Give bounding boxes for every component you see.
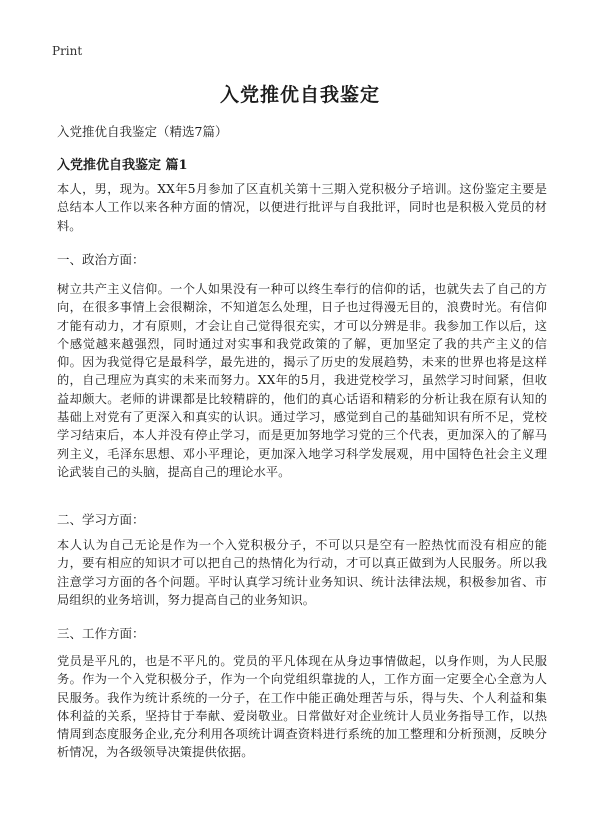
work-heading: 三、工作方面： [57, 626, 145, 641]
print-label[interactable]: Print [52, 44, 83, 58]
document-subtitle: 入党推优自我鉴定（精选7篇） [57, 124, 228, 139]
study-heading: 二、学习方面： [57, 512, 145, 527]
page-title: 入党推优自我鉴定 [219, 84, 380, 106]
political-heading: 一、政治方面： [57, 252, 145, 267]
political-paragraph: 树立共产主义信仰。一个人如果没有一种可以终生奉行的信仰的话，也就失去了自己的方向，在很多事情上会很糊涂，不知道怎么处理，日子也过得漫无目的，浪费时光。有信仰才能有动力，才有原则，才会让自己觉得很充实，才可以分辨是非。我参加工作以后，这个感觉越来越强烈，同时通过对实事和我党政策的了解，更加坚定了我的共产主义的信仰。因为我觉得它是最科学，最先进的，揭示了历史的发展趋势，未来的世界也将是这样的，自己理应为真实的未来而努力。XX年的5月，我进党校学习，虽然学习时间紧，但收益却颇大。老师的讲课都是比较精辟的，他们的真心话语和精彩的分析让我在原有认知的基础上对党有了更深入和真实的认识。通过学习，感觉到自己的基础知识有所不足，党校学习结束后，本人并没有停止学习，而是更加努地学习党的三个代表，更加深入的了解马列主义，毛泽东思想、邓小平理论，更加深入地学习科学发展观，用中国特色社会主义理论武装自己的头脑，提高自己的理论水平。 [57, 282, 547, 479]
study-paragraph: 本人认为自己无论是作为一个入党积极分子，不可以只是空有一腔热忱而没有相应的能力，要有相应的知识才可以把自己的热情化为行动，才可以真正做到为人民服务。所以我注意学习方面的各个问题。平时认真学习统计业务知识、统计法律法规，积极参加省、市局组织的业务培训，努力提高自己的业务知识。 [57, 538, 547, 607]
work-paragraph: 党员是平凡的，也是不平凡的。党员的平凡体现在从身边事情做起，以身作则，为人民服务。作为一个入党积极分子，作为一个向党组织靠拢的人，工作方面一定要全心全意为人民服务。我作为统计系统的一分子，在工作中能正确处理苦与乐，得与失、个人利益和集体利益的关系，坚持甘于奉献、爱岗敬业。日常做好对企业统计人员业务指导工作，以热情周到态度服务企业,充分利用各项统计调查资料进行系统的加工整理和分析预测，反映分析情况，为各级领导决策提供依据。 [57, 654, 547, 760]
intro-paragraph: 本人，男，现为。XX年5月参加了区直机关第十三期入党积极分子培训。这份鉴定主要是总结本人工作以来各种方面的情况，以便进行批评与自我批评，同时也是积极入党员的材料。 [57, 182, 547, 233]
section-title: 入党推优自我鉴定 篇1 [57, 158, 188, 173]
